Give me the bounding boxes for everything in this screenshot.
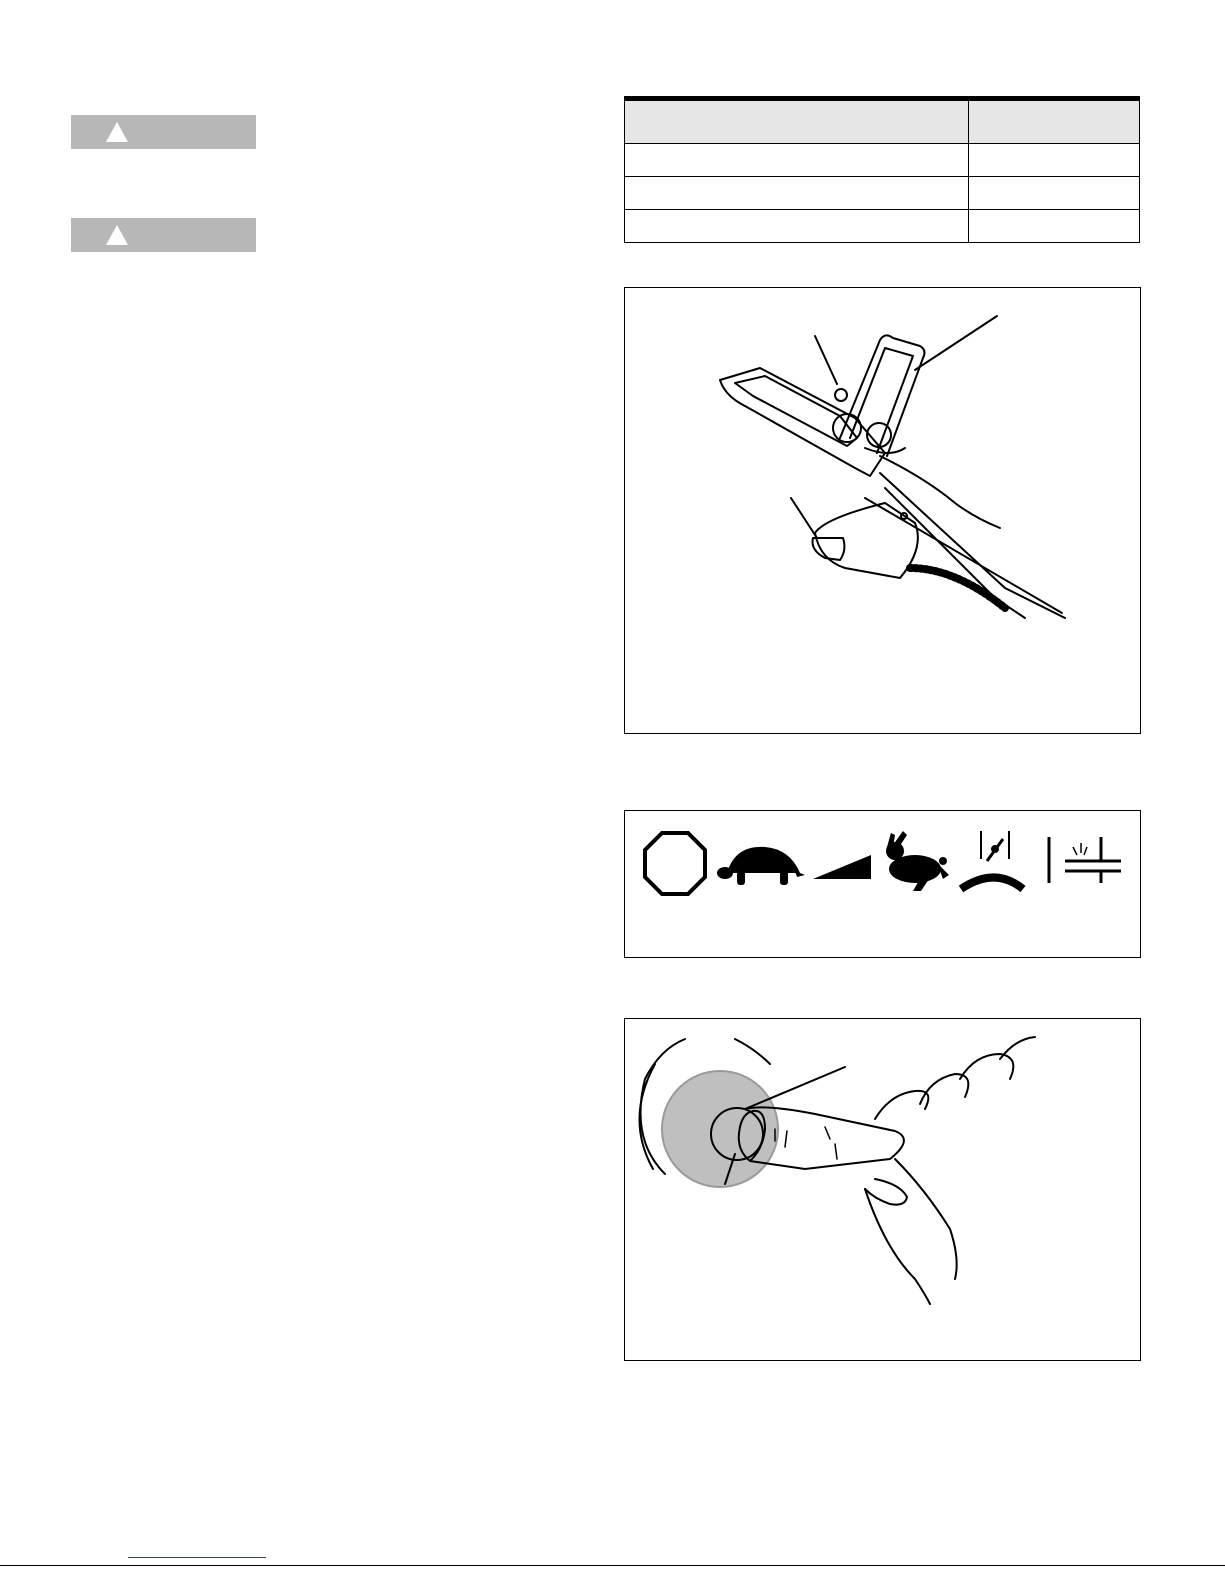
rabbit-fast-icon: [886, 831, 949, 891]
table-cell: [625, 210, 969, 243]
table-header-cell: [625, 99, 969, 144]
primer-bulb-icon: [662, 1071, 778, 1187]
warning-signal-bar-1: [71, 115, 256, 149]
table-cell: [625, 177, 969, 210]
table-cell: [625, 144, 969, 177]
handle-illustration: [625, 288, 1140, 733]
table-cell: [969, 177, 1140, 210]
table-cell: [969, 144, 1140, 177]
stop-icon: [645, 833, 705, 894]
control-symbols-figure: [624, 810, 1141, 958]
turtle-slow-icon: [717, 847, 805, 885]
throttle-ramp-icon: [813, 855, 871, 879]
table-header-row: [625, 99, 1140, 144]
table-cell: [969, 210, 1140, 243]
handle-controls-figure: [624, 287, 1141, 734]
warning-signal-bar-2: [71, 218, 256, 252]
table-row: [625, 210, 1140, 243]
table-header-cell: [969, 99, 1140, 144]
ignition-icon: [1049, 837, 1121, 883]
primer-bulb-figure: [624, 1018, 1141, 1361]
choke-icon: [961, 831, 1023, 889]
table-row: [625, 177, 1140, 210]
footer-link-underline[interactable]: [128, 1557, 266, 1558]
warning-triangle-icon: [105, 121, 129, 143]
table-row: [625, 144, 1140, 177]
warning-triangle-icon: [105, 224, 129, 246]
primer-illustration: [625, 1019, 1140, 1360]
spec-table: [624, 96, 1140, 243]
control-symbols-strip: [625, 811, 1140, 957]
footer-rule: [0, 1565, 1225, 1566]
